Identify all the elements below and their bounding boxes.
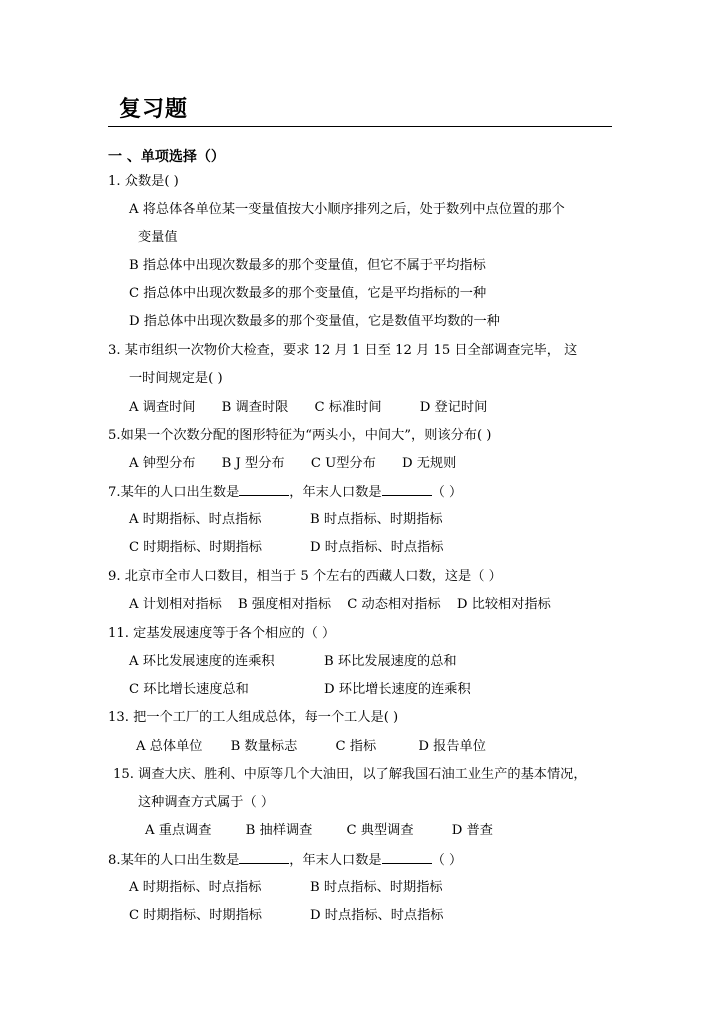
- stem-part-2: ，年末人口数是: [289, 853, 382, 868]
- option-c: C 典型调查: [346, 823, 414, 838]
- option-d: D 普查: [451, 823, 493, 838]
- option-c: C 时期指标、时期指标: [129, 908, 262, 923]
- answer-blank: [382, 851, 432, 864]
- question-7-options-row-2: [129, 539, 443, 557]
- option-a: A 计划相对指标: [129, 597, 222, 612]
- option-c: C 环比增长速度总和: [129, 682, 249, 697]
- section-heading: 一 、单项选择（）: [108, 149, 225, 165]
- answer-blank: [382, 483, 432, 496]
- answer-blank: [239, 851, 289, 864]
- question-15-options: [145, 822, 493, 840]
- question-7-options-row-1: [129, 511, 443, 529]
- stem-part-1: 7.某年的人口出生数是: [108, 485, 240, 500]
- option-d: D 比较相对指标: [456, 597, 551, 612]
- option-b: B 环比发展速度的总和: [324, 654, 457, 669]
- answer-blank: [239, 483, 289, 496]
- question-11-options-row-1: [129, 653, 457, 671]
- option-b: B 数量标志: [230, 739, 298, 754]
- option-d: D 时点指标、时点指标: [310, 540, 444, 555]
- option-c: C 时期指标、时期指标: [129, 540, 262, 555]
- stem-part-3: （ ）: [431, 853, 463, 868]
- option-d: D 报告单位: [418, 739, 486, 754]
- question-3-options: [129, 399, 487, 417]
- question-9-options: [129, 596, 551, 614]
- question-9-stem: 9. 北京市全市人口数目，相当于 5 个左右的西藏人口数，这是（ ）: [108, 569, 502, 584]
- question-7-stem: [108, 483, 462, 502]
- option-c: C 动态相对指标: [347, 597, 441, 612]
- question-1-option-a-cont: 变量值: [138, 230, 178, 245]
- option-c: C U型分布: [310, 456, 376, 471]
- question-1-stem: 1. 众数是( ): [108, 174, 179, 189]
- stem-part-1: 8.某年的人口出生数是: [108, 853, 240, 868]
- question-15-stem-cont: 这种调查方式属于（ ）: [138, 795, 275, 810]
- question-1-option-c: C 指总体中出现次数最多的那个变量值，它是平均指标的一种: [129, 286, 487, 301]
- question-5-stem: 5.如果一个次数分配的图形特征为“两头小，中间大”，则该分布( ): [108, 428, 492, 443]
- option-c: C 指标: [335, 739, 377, 754]
- option-b: B 调查时限: [221, 400, 289, 415]
- question-3-stem-cont: 一时间规定是( ): [129, 371, 223, 386]
- option-d: D 登记时间: [419, 400, 488, 415]
- title-rule: [108, 126, 612, 127]
- option-b: B 时点指标、时期指标: [310, 512, 443, 527]
- option-a: A 环比发展速度的连乘积: [129, 654, 275, 669]
- option-d: D 无规则: [401, 456, 457, 471]
- option-a: A 总体单位: [136, 739, 203, 754]
- question-3-stem: 3. 某市组织一次物价大检查，要求 12 月 1 日至 12 月 15 日全部调查完毕， 这: [108, 343, 578, 358]
- stem-part-2: ，年末人口数是: [289, 485, 382, 500]
- question-11-stem: 11. 定基发展速度等于各个相应的（ ）: [108, 626, 336, 641]
- question-1-option-b: B 指总体中出现次数最多的那个变量值，但它不属于平均指标: [129, 258, 486, 273]
- question-5-options: [129, 455, 456, 473]
- option-d: D 时点指标、时点指标: [310, 908, 444, 923]
- question-1-option-d: D 指总体中出现次数最多的那个变量值，它是数值平均数的一种: [129, 314, 500, 329]
- question-1-option-a: A 将总体各单位某一变量值按大小顺序排列之后，处于数列中点位置的那个: [129, 202, 565, 217]
- question-13-options: [136, 738, 486, 756]
- option-a: A 钟型分布: [129, 456, 196, 471]
- option-b: B 时点指标、时期指标: [310, 880, 443, 895]
- question-8-options-row-2: [129, 907, 443, 925]
- option-c: C 标准时间: [314, 400, 382, 415]
- question-8-stem: [108, 851, 462, 870]
- question-8-options-row-1: [129, 879, 443, 897]
- option-a: A 调查时间: [129, 400, 196, 415]
- option-b: B 强度相对指标: [238, 597, 332, 612]
- option-a: A 重点调查: [145, 823, 212, 838]
- option-b: B J 型分布: [221, 456, 285, 471]
- question-15-stem: 15. 调查大庆、胜利、中原等几个大油田，以了解我国石油工业生产的基本情况，: [113, 767, 587, 782]
- question-11-options-row-2: [129, 681, 471, 699]
- option-a: A 时期指标、时点指标: [129, 512, 262, 527]
- option-d: D 环比增长速度的连乘积: [324, 682, 471, 697]
- option-b: B 抽样调查: [245, 823, 313, 838]
- stem-part-3: （ ）: [431, 485, 463, 500]
- question-13-stem: 13. 把一个工厂的工人组成总体，每一个工人是( ): [108, 710, 399, 725]
- option-a: A 时期指标、时点指标: [129, 880, 262, 895]
- page-title: 复习题: [119, 96, 189, 122]
